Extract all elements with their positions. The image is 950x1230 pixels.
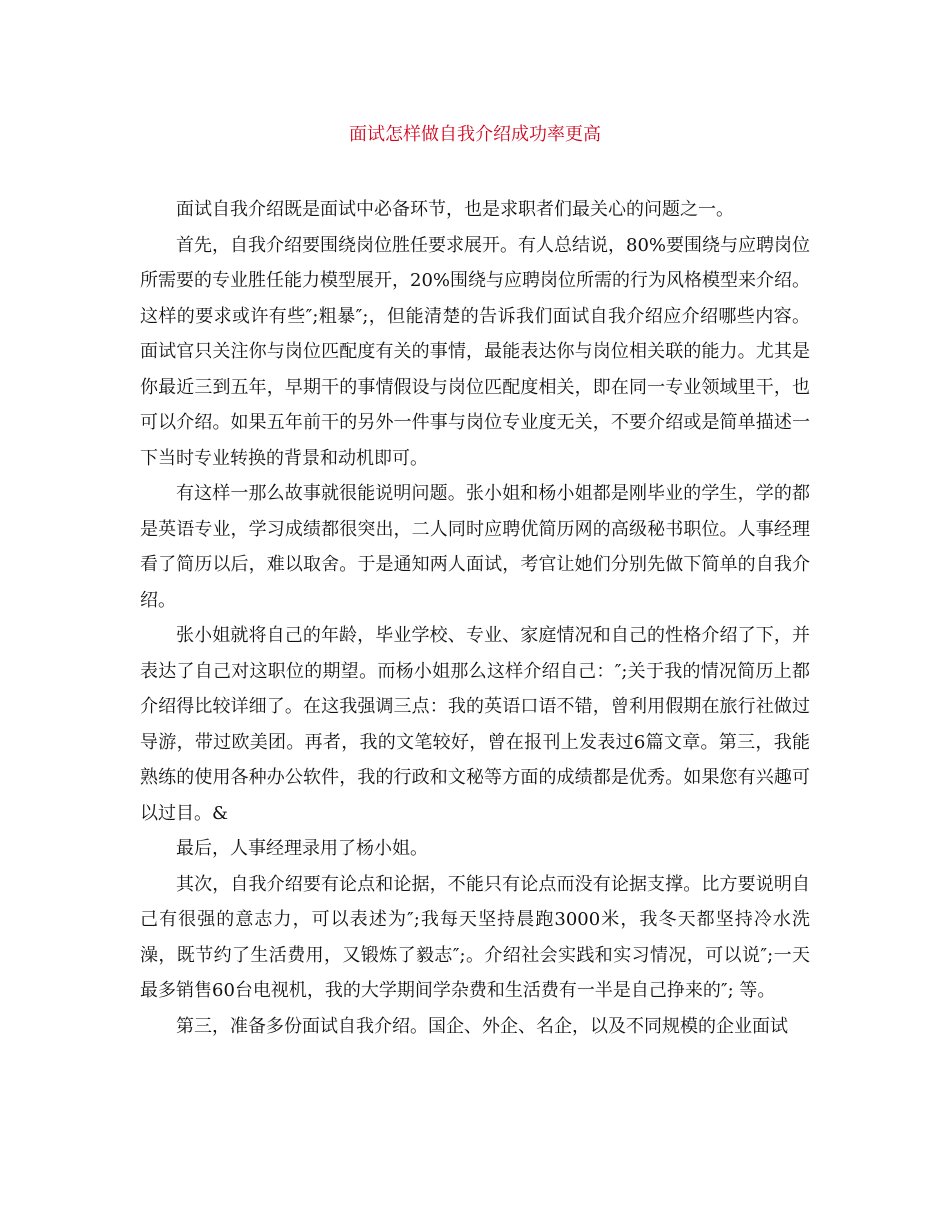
- paragraph: 第三，准备多份面试自我介绍。国企、外企、名企，以及不同规模的企业面试: [176, 1015, 788, 1037]
- document-title: 面试怎样做自我介绍成功率更高: [349, 124, 601, 145]
- document-body: [140, 192, 810, 1044]
- paragraph: 最后，人事经理录用了杨小姐。: [176, 838, 428, 859]
- paragraph: 首先，自我介绍要围绕岗位胜任要求展开。有人总结说，80%要围绕与应聘岗位所需要的专业胜任能力模型展开，20%围绕与应聘岗位所需的行为风格模型来介绍。这样的要求或许有些″;粗暴″;，但能清楚的告诉我们面试自我介绍应介绍哪些内容。面试官只关注你与岗位匹配度有关的事情，最能表达你与岗位相关联的能力。尤其是你最近三到五年，早期干的事情假设与岗位匹配度相关，即在同一专业领域里干，也可以介绍。如果五年前干的另外一件事与岗位专业度无关，不要介绍或是简单描述一下当时专业转换的背景和动机即可。: [140, 234, 811, 469]
- paragraph: 面试自我介绍既是面试中必备环节，也是求职者们最关心的问题之一。: [176, 199, 734, 220]
- paragraph: 其次，自我介绍要有论点和论据，不能只有论点而没有论据支撑。比方要说明自己有很强的意志力，可以表述为″;我每天坚持晨跑3000米，我冬天都坚持冷水洗澡，既节约了生活费用，又锻炼了毅志″;。介绍社会实践和实习情况，可以说″;一天最多销售60台电视机，我的大学期间学杂费和生活费有一半是自己挣来的″; 等。: [140, 873, 810, 1001]
- paragraph: 张小姐就将自己的年龄，毕业学校、专业、家庭情况和自己的性格介绍了下，并表达了自己对这职位的期望。而杨小姐那么这样介绍自己：″;关于我的情况简历上都介绍得比较详细了。在这我强调三点：我的英语口语不错，曾利用假期在旅行社做过导游，带过欧美团。再者，我的文笔较好，曾在报刊上发表过6篇文章。第三，我能熟练的使用各种办公软件，我的行政和文秘等方面的成绩都是优秀。如果您有兴趣可以过目。&: [140, 625, 810, 824]
- paragraph: 有这样一那么故事就很能说明问题。张小姐和杨小姐都是刚毕业的学生，学的都是英语专业，学习成绩都很突出，二人同时应聘优简历网的高级秘书职位。人事经理看了简历以后，难以取舍。于是通知两人面试，考官让她们分别先做下简单的自我介绍。: [140, 483, 810, 611]
